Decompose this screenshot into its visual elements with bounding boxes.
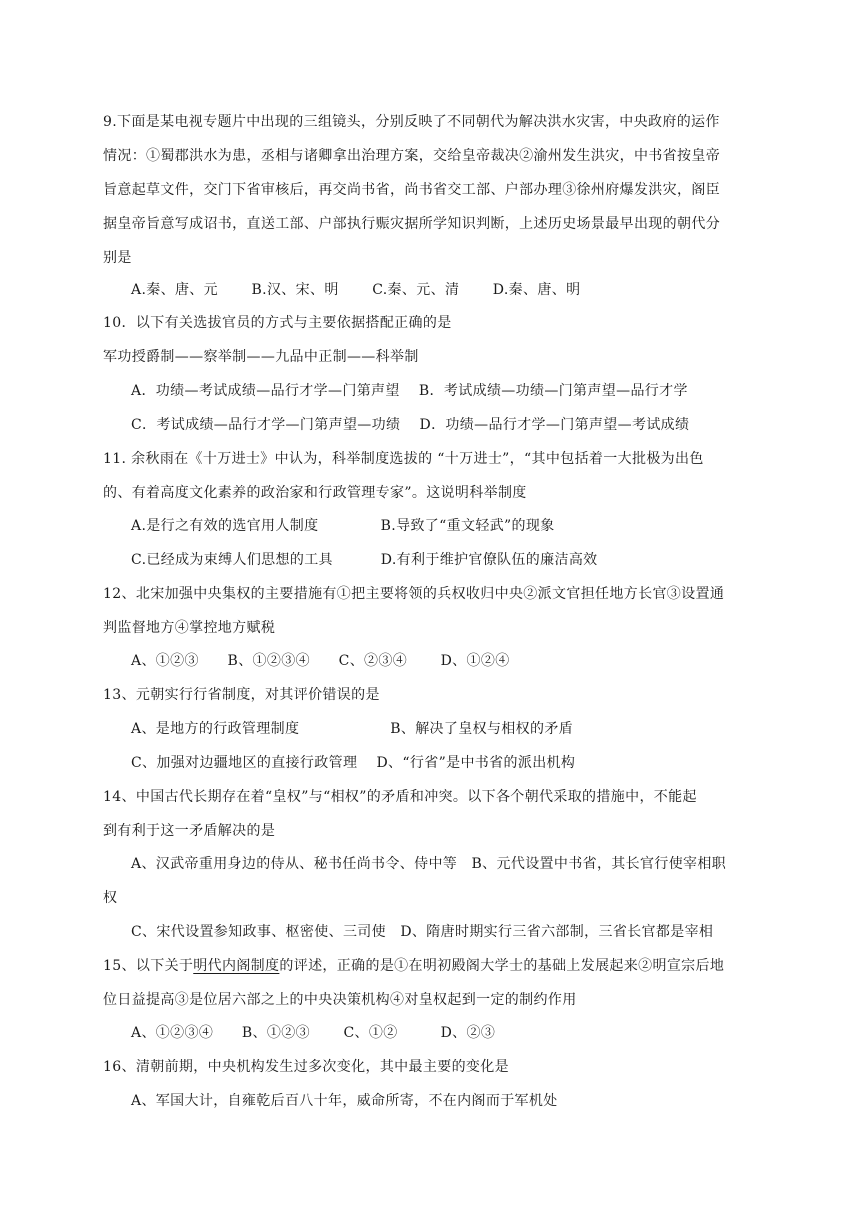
q11-options-2: C.已经成为束缚人们思想的工具 D.有利于维护官僚队伍的廉洁高效: [131, 552, 598, 568]
q13-line-1: 13、元朝实行行省制度，对其评价错误的是: [103, 687, 380, 703]
q9-options: A.秦、唐、元 B.汉、宋、明 C.秦、元、清 D.秦、唐、明: [131, 282, 581, 298]
q9-line-5: 别是: [103, 250, 132, 266]
q9-line-1: 9.下面是某电视专题片中出现的三组镜头，分别反映了不同朝代为解决洪水灾害，中央政府的运作: [103, 114, 720, 130]
q12-options: A、①②③ B、①②③④ C、②③④ D、①②④: [131, 653, 510, 669]
q11-line-2: 的、有着高度文化素养的政治家和行政管理专家”。这说明科举制度: [103, 485, 527, 501]
q13-options-1: A、是地方的行政管理制度 B、解决了皇权与相权的矛盾: [131, 721, 574, 737]
q14-options-2: C、宋代设置参知政事、枢密使、三司使 D、隋唐时期实行三省六部制，三省长官都是宰相: [131, 924, 714, 940]
q10-line-1: 10．以下有关选拔官员的方式与主要依据搭配正确的是: [103, 315, 452, 331]
q10-options-1: A．功绩—考试成绩—品行才学—门第声望 B．考试成绩—功绩—门第声望—品行才学: [131, 383, 688, 399]
q15-prefix: 15、以下关于: [103, 958, 194, 974]
q11-options-1: A.是行之有效的选官用人制度 B.导致了“重文轻武”的现象: [131, 518, 555, 534]
q10-line-2: 军功授爵制——察举制——九品中正制——科举制: [103, 349, 419, 365]
q10-options-2: C．考试成绩—品行才学—门第声望—功绩 D．功绩—品行才学—门第声望—考试成绩: [131, 417, 690, 433]
q14-line-1: 14、中国古代长期存在着“皇权”与“相权”的矛盾和冲突。以下各个朝代采取的措施中，不能起: [103, 789, 697, 805]
q13-options-2: C、加强对边疆地区的直接行政管理 D、“行省”是中书省的派出机构: [131, 755, 576, 771]
q12-line-2: 判监督地方④掌控地方赋税: [103, 620, 276, 636]
q14-options-1-wrap: 权: [103, 890, 118, 906]
q15-options: A、①②③④ B、①②③ C、①② D、②③: [131, 1025, 496, 1041]
q16-line-1: 16、清朝前期，中央机构发生过多次变化，其中最主要的变化是: [103, 1059, 509, 1075]
q15-underlined-term: 明代内阁制度: [193, 958, 280, 974]
q14-options-1: A、汉武帝重用身边的侍从、秘书任尚书令、侍中等 B、元代设置中书省，其长官行使宰相职: [131, 856, 727, 872]
q9-line-3: 旨意起草文件，交门下省审核后，再交尚书省，尚书省交工部、户部办理③徐州府爆发洪灾，阁臣: [103, 182, 721, 198]
q16-option-a: A、军国大计，自雍乾后百八十年，威命所寄，不在内阁而于军机处: [131, 1093, 558, 1109]
q9-line-4: 据皇帝旨意写成诏书，直送工部、户部执行赈灾据所学知识判断，上述历史场景最早出现的朝代分: [103, 216, 721, 232]
q15-line-1: [103, 956, 763, 976]
q15-suffix: 的评述，正确的是①在明初殿阁大学士的基础上发展起来②明宣宗后地: [279, 958, 725, 974]
q9-line-2: 情况：①蜀郡洪水为患，丞相与诸卿拿出治理方案，交给皇帝裁决②渝州发生洪灾，中书省按皇帝: [103, 148, 721, 164]
q14-line-2: 到有利于这一矛盾解决的是: [103, 823, 276, 839]
q15-line-2: 位日益提高③是位居六部之上的中央决策机构④对皇权起到一定的制约作用: [103, 992, 577, 1008]
q11-line-1: 11. 余秋雨在《十万进士》中认为，科举制度选拔的 “十万进士”，“其中包括着一大批极为出色: [103, 451, 704, 467]
q12-line-1: 12、北宋加强中央集权的主要措施有①把主要将领的兵权收归中央②派文官担任地方长官③设置通: [103, 586, 725, 602]
